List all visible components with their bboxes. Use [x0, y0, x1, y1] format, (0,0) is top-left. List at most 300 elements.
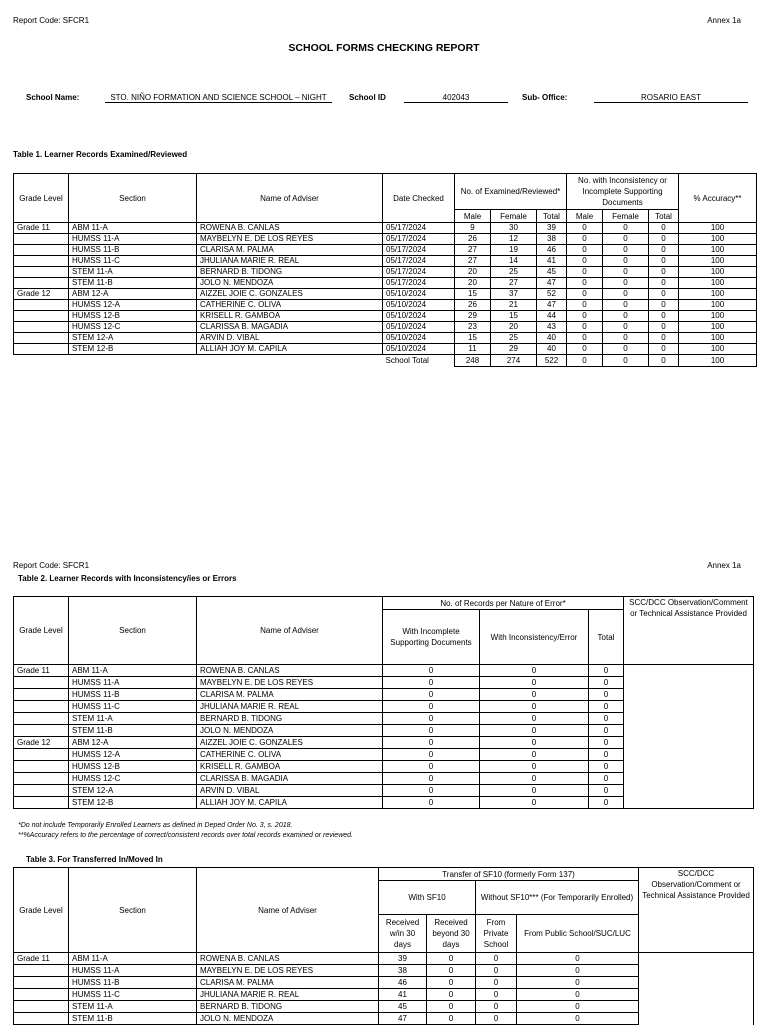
t2-section-header: Section — [69, 597, 197, 665]
t2-inconsistency-header: With Inconsistency/Error — [480, 610, 589, 665]
value-cell: 0 — [383, 689, 480, 701]
adviser-cell: BERNARD B. TIDONG — [197, 1001, 379, 1013]
value-cell: 0 — [476, 1013, 517, 1025]
page2-annex-label: Annex 1a — [707, 561, 741, 570]
t1-date-header: Date Checked — [383, 174, 455, 223]
value-cell: 43 — [537, 322, 567, 333]
t1-total-female: 274 — [491, 355, 537, 367]
value-cell: 100 — [679, 289, 757, 300]
t2-total-header: Total — [589, 610, 624, 665]
section-cell: HUMSS 11-A — [69, 234, 197, 245]
value-cell: 0 — [589, 761, 624, 773]
value-cell: 40 — [537, 333, 567, 344]
value-cell: 0 — [589, 737, 624, 749]
adviser-cell: ROWENA B. CANLAS — [197, 953, 379, 965]
value-cell: 0 — [427, 953, 476, 965]
value-cell: 0 — [649, 234, 679, 245]
section-cell: STEM 12-B — [69, 344, 197, 355]
grade-cell — [14, 333, 69, 344]
value-cell: 46 — [537, 245, 567, 256]
value-cell: 0 — [649, 333, 679, 344]
value-cell: 27 — [491, 278, 537, 289]
section-cell: HUMSS 12-C — [69, 322, 197, 333]
adviser-cell: KRISELL R. GAMBOA — [197, 761, 383, 773]
value-cell: 0 — [567, 322, 603, 333]
section-cell: HUMSS 11-B — [69, 245, 197, 256]
adviser-cell: CLARISSA B. MAGADIA — [197, 773, 383, 785]
grade-cell — [14, 977, 69, 989]
adviser-cell: ROWENA B. CANLAS — [197, 223, 383, 234]
section-cell: STEM 12-A — [69, 785, 197, 797]
t2-scc-header: SCC/DCC Observation/Comment or Technical Assistance Provided — [624, 597, 754, 665]
section-cell: STEM 11-A — [69, 1001, 197, 1013]
value-cell: 0 — [649, 322, 679, 333]
section-cell: HUMSS 11-A — [69, 677, 197, 689]
value-cell: 0 — [589, 701, 624, 713]
date-cell: 05/17/2024 — [383, 234, 455, 245]
value-cell: 0 — [517, 965, 639, 977]
grade-cell — [14, 1013, 69, 1025]
value-cell: 0 — [567, 344, 603, 355]
value-cell: 0 — [649, 344, 679, 355]
value-cell: 100 — [679, 245, 757, 256]
value-cell: 27 — [455, 245, 491, 256]
value-cell: 0 — [480, 761, 589, 773]
value-cell: 0 — [517, 989, 639, 1001]
table1 — [13, 173, 757, 367]
t2-adviser-header: Name of Adviser — [197, 597, 383, 665]
value-cell: 27 — [455, 256, 491, 267]
value-cell: 20 — [455, 278, 491, 289]
t1-total-inc-female: 0 — [603, 355, 649, 367]
school-id-label: School ID — [349, 93, 386, 102]
value-cell: 100 — [679, 344, 757, 355]
t2-grade-header: Grade Level — [14, 597, 69, 665]
value-cell: 0 — [383, 773, 480, 785]
value-cell: 0 — [517, 1001, 639, 1013]
value-cell: 46 — [379, 977, 427, 989]
table-row — [14, 278, 757, 289]
t1-total-spacer — [14, 355, 383, 367]
t1-inconsistency-header: No. with Inconsistency or Incomplete Supporting Documents — [567, 174, 679, 210]
grade-cell: Grade 12 — [14, 737, 69, 749]
t1-total-total: 522 — [537, 355, 567, 367]
value-cell: 0 — [383, 737, 480, 749]
section-cell: STEM 11-B — [69, 1013, 197, 1025]
table-row — [14, 289, 757, 300]
table2 — [13, 596, 754, 809]
value-cell: 0 — [589, 773, 624, 785]
scc-comment-cell — [624, 665, 754, 809]
adviser-cell: JOLO N. MENDOZA — [197, 1013, 379, 1025]
date-cell: 05/10/2024 — [383, 300, 455, 311]
table1-caption: Table 1. Learner Records Examined/Reviewed — [13, 150, 188, 159]
table-row — [14, 311, 757, 322]
value-cell: 47 — [537, 278, 567, 289]
value-cell: 0 — [589, 713, 624, 725]
value-cell: 41 — [537, 256, 567, 267]
t1-total-inc-male: 0 — [567, 355, 603, 367]
t1-male-header: Male — [455, 210, 491, 223]
table-row — [14, 322, 757, 333]
value-cell: 44 — [537, 311, 567, 322]
value-cell: 0 — [589, 785, 624, 797]
value-cell: 0 — [567, 223, 603, 234]
grade-cell — [14, 1001, 69, 1013]
t3-grade-header: Grade Level — [14, 868, 69, 953]
value-cell: 100 — [679, 322, 757, 333]
value-cell: 0 — [603, 322, 649, 333]
school-id-value: 402043 — [404, 93, 508, 103]
date-cell: 05/10/2024 — [383, 333, 455, 344]
section-cell: HUMSS 11-C — [69, 256, 197, 267]
adviser-cell: CLARISA M. PALMA — [197, 977, 379, 989]
value-cell: 0 — [589, 749, 624, 761]
table3 — [13, 867, 754, 1025]
date-cell: 05/10/2024 — [383, 311, 455, 322]
t2-incomplete-header: With Incomplete Supporting Documents — [383, 610, 480, 665]
grade-cell — [14, 713, 69, 725]
value-cell: 0 — [603, 300, 649, 311]
value-cell: 100 — [679, 300, 757, 311]
value-cell: 100 — [679, 256, 757, 267]
report-title: SCHOOL FORMS CHECKING REPORT — [288, 42, 480, 54]
value-cell: 39 — [537, 223, 567, 234]
section-cell: STEM 11-B — [69, 725, 197, 737]
value-cell: 12 — [491, 234, 537, 245]
value-cell: 39 — [379, 953, 427, 965]
value-cell: 0 — [567, 311, 603, 322]
value-cell: 0 — [567, 300, 603, 311]
value-cell: 0 — [383, 797, 480, 809]
adviser-cell: JHULIANA MARIE R. REAL — [197, 256, 383, 267]
value-cell: 100 — [679, 278, 757, 289]
adviser-cell: BERNARD B. TIDONG — [197, 267, 383, 278]
t3-public-header: From Public School/SUC/LUC — [517, 915, 639, 953]
sub-office-label: Sub- Office: — [522, 93, 568, 102]
value-cell: 0 — [567, 289, 603, 300]
value-cell: 0 — [589, 665, 624, 677]
value-cell: 0 — [567, 278, 603, 289]
table-row — [14, 344, 757, 355]
value-cell: 0 — [649, 223, 679, 234]
value-cell: 100 — [679, 267, 757, 278]
value-cell: 0 — [589, 725, 624, 737]
value-cell: 0 — [480, 797, 589, 809]
table2-caption: Table 2. Learner Records with Inconsistency/ies or Errors — [18, 574, 237, 583]
value-cell: 0 — [480, 713, 589, 725]
value-cell: 15 — [455, 333, 491, 344]
value-cell: 100 — [679, 223, 757, 234]
value-cell: 0 — [649, 245, 679, 256]
section-cell: STEM 11-B — [69, 278, 197, 289]
scc-comment-cell — [639, 953, 754, 1025]
value-cell: 0 — [480, 689, 589, 701]
school-name-label: School Name: — [26, 93, 80, 102]
value-cell: 0 — [603, 311, 649, 322]
value-cell: 0 — [649, 289, 679, 300]
value-cell: 0 — [589, 797, 624, 809]
section-cell: HUMSS 12-B — [69, 761, 197, 773]
table-row — [14, 267, 757, 278]
t1-total-label: School Total — [383, 355, 455, 367]
grade-cell — [14, 300, 69, 311]
section-cell: ABM 12-A — [69, 737, 197, 749]
grade-cell — [14, 278, 69, 289]
section-cell: HUMSS 11-B — [69, 689, 197, 701]
t3-with-sf10-header: With SF10 — [379, 881, 476, 915]
footnote-2: **%Accuracy refers to the percentage of correct/consistent records over total records examined or reviewed. — [18, 832, 353, 839]
adviser-cell: ALLIAH JOY M. CAPILA — [197, 797, 383, 809]
t1-total-male: 248 — [455, 355, 491, 367]
grade-cell — [14, 989, 69, 1001]
grade-cell — [14, 677, 69, 689]
value-cell: 0 — [480, 665, 589, 677]
value-cell: 26 — [455, 300, 491, 311]
t1-total-inc-total: 0 — [649, 355, 679, 367]
t3-section-header: Section — [69, 868, 197, 953]
value-cell: 14 — [491, 256, 537, 267]
value-cell: 41 — [379, 989, 427, 1001]
value-cell: 0 — [589, 689, 624, 701]
value-cell: 0 — [603, 245, 649, 256]
table-row — [14, 256, 757, 267]
date-cell: 05/17/2024 — [383, 256, 455, 267]
value-cell: 0 — [517, 977, 639, 989]
t1-accuracy-header: % Accuracy** — [679, 174, 757, 223]
adviser-cell: ROWENA B. CANLAS — [197, 665, 383, 677]
adviser-cell: CLARISA M. PALMA — [197, 689, 383, 701]
table-row — [14, 953, 754, 965]
value-cell: 11 — [455, 344, 491, 355]
value-cell: 0 — [480, 677, 589, 689]
value-cell: 0 — [427, 965, 476, 977]
value-cell: 26 — [455, 234, 491, 245]
t3-private-header: From Private School — [476, 915, 517, 953]
adviser-cell: AIZZEL JOIE C. GONZALES — [197, 737, 383, 749]
value-cell: 20 — [455, 267, 491, 278]
section-cell: STEM 12-A — [69, 333, 197, 344]
section-cell: ABM 11-A — [69, 665, 197, 677]
section-cell: ABM 11-A — [69, 223, 197, 234]
adviser-cell: CLARISA M. PALMA — [197, 245, 383, 256]
t3-without-sf10-header: Without SF10*** (For Temporarily Enrolled) — [476, 881, 639, 915]
value-cell: 0 — [603, 333, 649, 344]
value-cell: 0 — [603, 267, 649, 278]
adviser-cell: JOLO N. MENDOZA — [197, 725, 383, 737]
value-cell: 0 — [383, 665, 480, 677]
section-cell: STEM 11-A — [69, 713, 197, 725]
t1-section-header: Section — [69, 174, 197, 223]
grade-cell: Grade 11 — [14, 665, 69, 677]
grade-cell — [14, 344, 69, 355]
grade-cell — [14, 965, 69, 977]
value-cell: 0 — [476, 1001, 517, 1013]
value-cell: 0 — [480, 725, 589, 737]
school-name-value: STO. NIÑO FORMATION AND SCIENCE SCHOOL – NIGHT — [105, 93, 332, 103]
table-row — [14, 300, 757, 311]
value-cell: 0 — [603, 234, 649, 245]
grade-cell — [14, 725, 69, 737]
t1-examined-header: No. of Examined/Reviewed* — [455, 174, 567, 210]
section-cell: STEM 12-B — [69, 797, 197, 809]
section-cell: HUMSS 11-B — [69, 977, 197, 989]
date-cell: 05/10/2024 — [383, 344, 455, 355]
value-cell: 0 — [567, 256, 603, 267]
value-cell: 47 — [379, 1013, 427, 1025]
t1-female-header: Female — [491, 210, 537, 223]
report-code: Report Code: SFCR1 — [13, 16, 90, 25]
t3-transfer-header: Transfer of SF10 (formerly Form 137) — [379, 868, 639, 881]
value-cell: 0 — [427, 989, 476, 1001]
value-cell: 0 — [383, 725, 480, 737]
value-cell: 0 — [649, 267, 679, 278]
t1-inc-total-header: Total — [649, 210, 679, 223]
value-cell: 0 — [480, 701, 589, 713]
grade-cell — [14, 689, 69, 701]
adviser-cell: AIZZEL JOIE C. GONZALES — [197, 289, 383, 300]
value-cell: 30 — [491, 223, 537, 234]
value-cell: 0 — [603, 289, 649, 300]
value-cell: 0 — [480, 773, 589, 785]
table-row — [14, 223, 757, 234]
grade-cell — [14, 245, 69, 256]
date-cell: 05/17/2024 — [383, 278, 455, 289]
value-cell: 52 — [537, 289, 567, 300]
value-cell: 0 — [383, 761, 480, 773]
value-cell: 47 — [537, 300, 567, 311]
value-cell: 15 — [491, 311, 537, 322]
value-cell: 0 — [476, 953, 517, 965]
value-cell: 100 — [679, 234, 757, 245]
value-cell: 0 — [603, 344, 649, 355]
date-cell: 05/10/2024 — [383, 322, 455, 333]
section-cell: HUMSS 12-B — [69, 311, 197, 322]
date-cell: 05/17/2024 — [383, 223, 455, 234]
value-cell: 0 — [383, 785, 480, 797]
value-cell: 21 — [491, 300, 537, 311]
value-cell: 0 — [427, 1013, 476, 1025]
section-cell: HUMSS 12-A — [69, 300, 197, 311]
page2-report-code: Report Code: SFCR1 — [13, 561, 90, 570]
value-cell: 9 — [455, 223, 491, 234]
adviser-cell: ARVIN D. VIBAL — [197, 785, 383, 797]
t3-within30-header: Received w/in 30 days — [379, 915, 427, 953]
grade-cell — [14, 322, 69, 333]
sub-office-value: ROSARIO EAST — [594, 93, 748, 103]
grade-cell — [14, 773, 69, 785]
grade-cell — [14, 761, 69, 773]
adviser-cell: KRISELL R. GAMBOA — [197, 311, 383, 322]
grade-cell: Grade 11 — [14, 953, 69, 965]
value-cell: 25 — [491, 267, 537, 278]
t1-grade-header: Grade Level — [14, 174, 69, 223]
value-cell: 29 — [455, 311, 491, 322]
date-cell: 05/17/2024 — [383, 267, 455, 278]
t1-inc-male-header: Male — [567, 210, 603, 223]
grade-cell — [14, 749, 69, 761]
value-cell: 0 — [649, 300, 679, 311]
annex-label: Annex 1a — [707, 16, 741, 25]
value-cell: 45 — [537, 267, 567, 278]
grade-cell — [14, 234, 69, 245]
value-cell: 45 — [379, 1001, 427, 1013]
value-cell: 0 — [383, 701, 480, 713]
section-cell: HUMSS 11-A — [69, 965, 197, 977]
adviser-cell: CLARISSA B. MAGADIA — [197, 322, 383, 333]
footnote-1: *Do not include Temporarily Enrolled Learners as defined in Deped Order No. 3, s. 2018. — [18, 822, 293, 829]
value-cell: 0 — [567, 267, 603, 278]
section-cell: HUMSS 11-C — [69, 989, 197, 1001]
value-cell: 19 — [491, 245, 537, 256]
value-cell: 0 — [427, 977, 476, 989]
grade-cell — [14, 267, 69, 278]
value-cell: 0 — [567, 245, 603, 256]
value-cell: 0 — [476, 977, 517, 989]
grade-cell — [14, 256, 69, 267]
t1-inc-female-header: Female — [603, 210, 649, 223]
adviser-cell: CATHERINE C. OLIVA — [197, 749, 383, 761]
value-cell: 0 — [649, 256, 679, 267]
value-cell: 29 — [491, 344, 537, 355]
value-cell: 0 — [649, 278, 679, 289]
value-cell: 0 — [476, 965, 517, 977]
value-cell: 0 — [480, 785, 589, 797]
date-cell: 05/17/2024 — [383, 245, 455, 256]
value-cell: 100 — [679, 311, 757, 322]
grade-cell: Grade 12 — [14, 289, 69, 300]
adviser-cell: MAYBELYN E. DE LOS REYES — [197, 965, 379, 977]
adviser-cell: BERNARD B. TIDONG — [197, 713, 383, 725]
adviser-cell: JHULIANA MARIE R. REAL — [197, 701, 383, 713]
t1-adviser-header: Name of Adviser — [197, 174, 383, 223]
value-cell: 20 — [491, 322, 537, 333]
value-cell: 0 — [517, 953, 639, 965]
table-row — [14, 234, 757, 245]
section-cell: HUMSS 11-C — [69, 701, 197, 713]
adviser-cell: MAYBELYN E. DE LOS REYES — [197, 677, 383, 689]
section-cell: ABM 11-A — [69, 953, 197, 965]
grade-cell — [14, 701, 69, 713]
adviser-cell: ARVIN D. VIBAL — [197, 333, 383, 344]
section-cell: ABM 12-A — [69, 289, 197, 300]
value-cell: 40 — [537, 344, 567, 355]
adviser-cell: CATHERINE C. OLIVA — [197, 300, 383, 311]
value-cell: 0 — [589, 677, 624, 689]
value-cell: 0 — [603, 278, 649, 289]
grade-cell — [14, 311, 69, 322]
value-cell: 0 — [517, 1013, 639, 1025]
adviser-cell: JOLO N. MENDOZA — [197, 278, 383, 289]
table3-caption: Table 3. For Transferred In/Moved In — [26, 855, 163, 864]
t1-total-accuracy: 100 — [679, 355, 757, 367]
value-cell: 0 — [480, 737, 589, 749]
value-cell: 0 — [649, 311, 679, 322]
value-cell: 38 — [537, 234, 567, 245]
adviser-cell: JHULIANA MARIE R. REAL — [197, 989, 379, 1001]
grade-cell — [14, 785, 69, 797]
t3-scc-header: SCC/DCC Observation/Comment or Technical Assistance Provided — [639, 868, 754, 953]
value-cell: 0 — [567, 234, 603, 245]
table-row — [14, 333, 757, 344]
value-cell: 0 — [567, 333, 603, 344]
value-cell: 23 — [455, 322, 491, 333]
value-cell: 25 — [491, 333, 537, 344]
value-cell: 0 — [383, 749, 480, 761]
value-cell: 0 — [603, 223, 649, 234]
section-cell: HUMSS 12-A — [69, 749, 197, 761]
value-cell: 100 — [679, 333, 757, 344]
